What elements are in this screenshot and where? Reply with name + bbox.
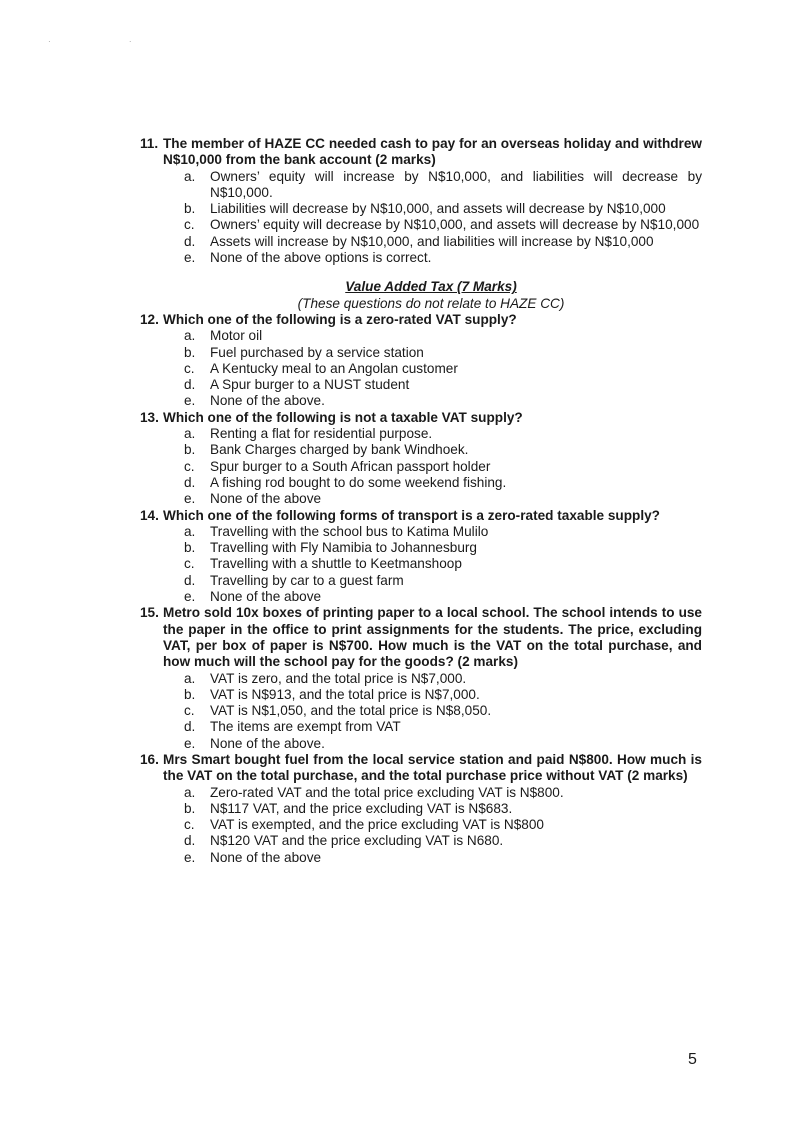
option — [184, 201, 702, 217]
option — [184, 475, 702, 491]
question — [140, 312, 702, 328]
option-letter: b. — [184, 800, 196, 816]
option-letter: d. — [184, 719, 196, 735]
option-text: Spur burger to a South African passport holder — [210, 458, 491, 474]
scan-artifact: · · — [48, 37, 170, 46]
option-letter: d. — [184, 572, 196, 588]
option-letter: c. — [184, 458, 195, 474]
option-text: Renting a flat for residential purpose. — [210, 426, 433, 442]
option-letter: e. — [184, 250, 196, 266]
option-letter: e. — [184, 735, 196, 751]
option-text: Zero-rated VAT and the total price excluding VAT is N$800. — [210, 784, 564, 800]
option-text: A Spur burger to a NUST student — [210, 377, 410, 393]
option — [184, 801, 702, 817]
option-text: Fuel purchased by a service station — [210, 344, 424, 360]
option-letter: c. — [184, 360, 195, 376]
option-text: None of the above — [210, 849, 322, 865]
option — [184, 833, 702, 849]
option-text: None of the above — [210, 491, 322, 507]
option-text: VAT is exempted, and the price excluding VAT is N$800 — [210, 817, 544, 833]
question-number: 15. — [140, 605, 159, 621]
option-text: None of the above. — [210, 393, 325, 409]
page-number: 5 — [688, 1051, 697, 1068]
question-number: 13. — [140, 409, 159, 425]
option — [184, 687, 702, 703]
option-letter: a. — [184, 784, 196, 800]
option — [184, 817, 702, 833]
option-text: None of the above options is correct. — [210, 250, 432, 266]
option-letter: a. — [184, 168, 196, 184]
option — [184, 671, 702, 687]
option-text: VAT is N$1,050, and the total price is N$8,050. — [210, 703, 492, 719]
question-number: 12. — [140, 311, 159, 327]
option-text: VAT is zero, and the total price is N$7,000. — [210, 670, 467, 686]
option — [184, 491, 702, 507]
question-block — [140, 410, 702, 508]
option-list — [140, 328, 702, 409]
option-letter: d. — [184, 474, 196, 490]
option — [184, 589, 702, 605]
question-block — [140, 136, 702, 266]
question-list — [140, 136, 702, 866]
question-text: The member of HAZE CC needed cash to pay for an overseas holiday and withdrew N$10,000 from the bank account (2 marks) — [163, 136, 702, 168]
option — [184, 703, 702, 719]
option-text: None of the above — [210, 589, 322, 605]
option — [184, 426, 702, 442]
option-text: Owners’ equity will increase by N$10,000, and liabilities will decrease by N$10,000. — [210, 168, 702, 200]
section-subtitle: (These questions do not relate to HAZE CC) — [297, 295, 565, 311]
option — [184, 169, 702, 202]
question-number: 11. — [140, 136, 159, 151]
option — [184, 556, 702, 572]
option-text: Travelling with a shuttle to Keetmanshoop — [210, 556, 462, 572]
option-letter: b. — [184, 344, 196, 360]
question-number: 16. — [140, 751, 159, 767]
option-text: VAT is N$913, and the total price is N$7,000. — [210, 686, 480, 702]
option-letter: d. — [184, 833, 196, 849]
option-text: Assets will increase by N$10,000, and liabilities will increase by N$10,000 — [210, 233, 654, 249]
question-text: Mrs Smart bought fuel from the local service station and paid N$800. How much is the VAT on the total purchase, and the total purchase price without VAT (2 marks) — [163, 751, 702, 784]
option-letter: e. — [184, 491, 196, 507]
option-letter: a. — [184, 328, 196, 344]
option-letter: e. — [184, 393, 196, 409]
option — [184, 377, 702, 393]
question-block — [140, 312, 702, 410]
question-text: Which one of the following is a zero-rated VAT supply? — [163, 311, 517, 327]
question-block — [140, 752, 702, 866]
option — [184, 850, 702, 866]
option-letter: c. — [184, 556, 195, 572]
option — [184, 250, 702, 266]
option-text: N$117 VAT, and the price excluding VAT is N$683. — [210, 800, 513, 816]
option-letter: c. — [184, 217, 195, 233]
question-text: Which one of the following is not a taxable VAT supply? — [163, 409, 523, 425]
option-list — [140, 426, 702, 507]
question-block — [140, 605, 702, 752]
option-letter: b. — [184, 686, 196, 702]
option-text: Liabilities will decrease by N$10,000, and assets will decrease by N$10,000 — [210, 201, 666, 217]
option-text: A Kentucky meal to an Angolan customer — [210, 360, 458, 376]
question — [140, 410, 702, 426]
question — [140, 136, 702, 169]
option-letter: e. — [184, 849, 196, 865]
option-list — [140, 169, 702, 267]
question — [140, 508, 702, 524]
question-number: 14. — [140, 507, 159, 523]
section-title: Value Added Tax (7 Marks) — [345, 279, 517, 295]
option-text: Bank Charges charged by bank Windhoek. — [210, 442, 469, 458]
option — [184, 361, 702, 377]
option — [184, 442, 702, 458]
option-letter: b. — [184, 540, 196, 556]
option-text: The items are exempt from VAT — [210, 719, 401, 735]
option — [184, 736, 702, 752]
option-text: Owners’ equity will decrease by N$10,000, and assets will decrease by N$10,000 — [210, 217, 700, 233]
option-text: Travelling with the school bus to Katima Mulilo — [210, 523, 489, 539]
option — [184, 459, 702, 475]
option-letter: c. — [184, 703, 195, 719]
question — [140, 605, 702, 670]
option-text: None of the above. — [210, 735, 325, 751]
option-list — [140, 785, 702, 866]
option — [184, 719, 702, 735]
option-text: N$120 VAT and the price excluding VAT is N680. — [210, 833, 504, 849]
option-text: A fishing rod bought to do some weekend fishing. — [210, 474, 507, 490]
option — [184, 540, 702, 556]
option-letter: a. — [184, 523, 196, 539]
option-letter: a. — [184, 426, 196, 442]
question — [140, 752, 702, 785]
option — [184, 217, 702, 233]
option-letter: b. — [184, 201, 196, 217]
question-block — [140, 508, 702, 606]
option — [184, 393, 702, 409]
option-letter: b. — [184, 442, 196, 458]
option — [184, 785, 702, 801]
option-letter: d. — [184, 233, 196, 249]
option — [184, 573, 702, 589]
option-text: Motor oil — [210, 328, 263, 344]
option-letter: a. — [184, 670, 196, 686]
question-text: Metro sold 10x boxes of printing paper to a local school. The school intends to use the paper in the office to print assignments for the students. The price, excluding VAT, per box of paper is N$700. How much is the VAT on the total purchase, and how much will the school pay for the goods? (2 marks) — [163, 605, 702, 670]
option-letter: c. — [184, 817, 195, 833]
option-list — [140, 524, 702, 605]
option-list — [140, 671, 702, 752]
option-text: Travelling by car to a guest farm — [210, 572, 404, 588]
question-text: Which one of the following forms of transport is a zero-rated taxable supply? — [163, 507, 660, 523]
option — [184, 234, 702, 250]
option — [184, 345, 702, 361]
option-text: Travelling with Fly Namibia to Johannesburg — [210, 540, 477, 556]
option-letter: d. — [184, 377, 196, 393]
option — [184, 524, 702, 540]
option-letter: e. — [184, 589, 196, 605]
option — [184, 328, 702, 344]
